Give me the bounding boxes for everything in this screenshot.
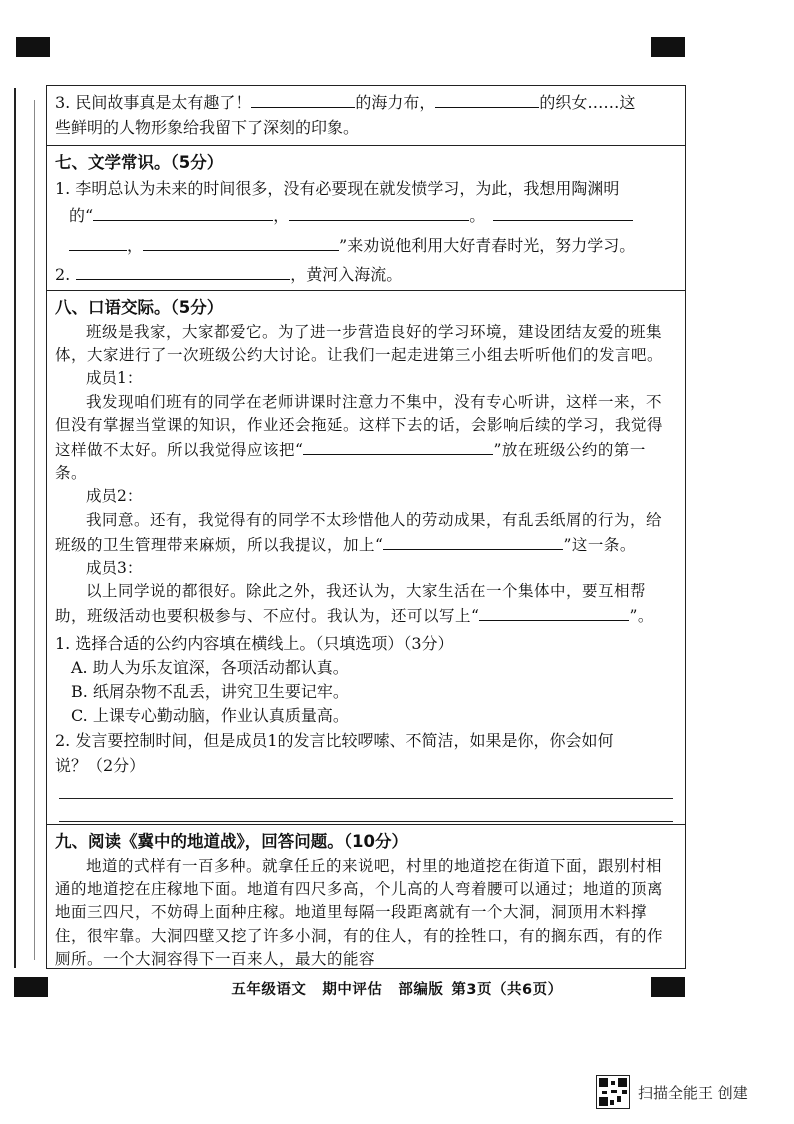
footer-subject: 五年级语文: [231, 982, 307, 998]
s8-q2-line-1: 2. 发言要控制时间，但是成员1的发言比较啰嗦、不简洁，如果是你，你会如何: [55, 730, 614, 750]
member-3-blank[interactable]: [479, 603, 629, 621]
section-9-title: 九、阅读《冀中的地道战》，回答问题。（10分）: [55, 832, 408, 851]
s8-option-a: A. 助人为乐友谊深，各项活动都认真。: [71, 657, 349, 677]
page-footer: [0, 978, 794, 999]
q3-blank-2[interactable]: [435, 90, 539, 108]
exam-sheet: [46, 85, 686, 969]
s8-option-b: B. 纸屑杂物不乱丢，讲究卫生要记牢。: [71, 681, 349, 701]
section-7-literature: [47, 146, 685, 291]
qr-code-icon: [596, 1075, 630, 1109]
s8-intro: 班级是我家，大家都爱它。为了进一步营造良好的学习环境，建设团结友爱的班集体，大家进行了一次班级公约大讨论。让我们一起走进第三小组去听听他们的发言吧。: [55, 323, 664, 365]
s7-comma-1: ，: [273, 206, 290, 225]
member-2-speech: [55, 509, 677, 557]
member-2-end: ”这一条。: [563, 535, 636, 554]
member-2-blank[interactable]: [383, 532, 563, 550]
registration-mark-top-right: [651, 37, 685, 57]
s7-q1-line-2: [55, 201, 677, 231]
section-9-reading: [47, 825, 685, 966]
s7-blank-3[interactable]: [493, 203, 633, 221]
s8-answer-line-2[interactable]: [59, 821, 673, 822]
member-3-text: 以上同学说的都很好。除此之外，我还认为，大家生活在一个集体中，要互相帮助，班级活动也要积极参与、不应付。我认为，还可以写上“: [55, 582, 647, 626]
s7-q2-blank[interactable]: [76, 262, 290, 280]
member-1-label: 成员1：: [86, 369, 143, 388]
s7-q1-line-1: 1. 李明总认为未来的时间很多，没有必要现在就发愤学习，为此，我想用陶渊明: [55, 179, 620, 198]
member-1-text: 我发现咱们班有的同学在老师讲课时注意力不集中，没有专心听讲，这样一来，不但没有掌握当堂课的知识，作业还会拖延。这样下去的话，会影响后续的学习，我觉得这样做不太好。所以我觉得应该把“: [55, 392, 664, 460]
s7-blank-4[interactable]: [69, 233, 127, 251]
footer-edition: 部编版: [398, 982, 444, 998]
q3-blank-1[interactable]: [251, 90, 355, 108]
registration-mark-top-left: [16, 37, 50, 57]
s7-q2-prefix: 2.: [55, 265, 71, 284]
s7-period: 。: [469, 206, 486, 225]
q3-line-1: [55, 90, 677, 115]
s7-comma-2: ，: [127, 236, 144, 255]
footer-page: 第3页（共6页）: [451, 982, 563, 998]
s9-passage: 地道的式样有一百多种。就拿任丘的来说吧，村里的地道挖在街道下面，跟别村相通的地道挖在庄稼地下面。地道有四尺多高，个儿高的人弯着腰可以通过；地道的顶离地面三四尺，不妨碍上面种庄稼。地道里每隔一段距离就有一个大洞，洞顶用木料撑住，很牢靠。大洞四壁又挖了许多小洞，有的住人，有的拴牲口，有的搁东西，有的作厕所。一个大洞容得下一百来人，最大的能容: [55, 857, 664, 968]
q3-line-2: 些鲜明的人物形象给我留下了深刻的印象。: [55, 118, 360, 137]
s7-open-quote: 的“: [69, 206, 94, 225]
s8-q1: 1. 选择合适的公约内容填在横线上。（只填选项）（3分）: [55, 633, 454, 653]
s8-answer-line-1[interactable]: [59, 798, 673, 799]
scanner-label: 扫描全能王 创建: [638, 1083, 748, 1102]
member-3-speech: [55, 580, 677, 628]
member-1-speech: [55, 391, 677, 486]
member-2-text: 我同意。还有，我觉得有的同学不太珍惜他人的劳动成果，有乱丢纸屑的行为，给班级的卫生管理带来麻烦，所以我提议，加上“: [55, 510, 663, 554]
section-8-title: 八、口语交际。（5分）: [55, 298, 224, 317]
s7-blank-1[interactable]: [93, 203, 273, 221]
s7-q2-line: [55, 261, 677, 289]
s7-blank-5[interactable]: [143, 233, 339, 251]
member-1-blank[interactable]: [303, 437, 493, 455]
question-3-section: [47, 86, 685, 146]
member-1-end: ”放在班级公约的第一条。: [55, 441, 646, 483]
s7-q2-tail: ，黄河入海流。: [290, 265, 403, 284]
member-3-label: 成员3：: [86, 559, 143, 578]
member-3-end: ”。: [629, 607, 654, 626]
footer-exam: 期中评估: [322, 982, 383, 998]
s7-blank-2[interactable]: [289, 203, 469, 221]
q3-mid1: 的海力布，: [355, 93, 436, 112]
binding-line-inner: [34, 100, 35, 960]
q3-prefix: 3. 民间故事真是太有趣了！: [55, 93, 252, 112]
s7-q1-line-3: [55, 231, 677, 261]
s8-q2-line-2: 说？（2分）: [55, 755, 146, 775]
member-2-label: 成员2：: [86, 487, 143, 506]
section-7-title: 七、文学常识。（5分）: [55, 153, 224, 172]
s8-option-c: C. 上课专心勤动脑，作业认真质量高。: [71, 705, 349, 725]
s7-q1-tail: ”来劝说他利用大好青春时光，努力学习。: [339, 236, 636, 255]
q3-mid2: 的织女……这: [539, 93, 636, 112]
section-8-oral: [47, 291, 685, 825]
binding-line: [14, 88, 16, 968]
scanner-watermark: [596, 1074, 748, 1110]
